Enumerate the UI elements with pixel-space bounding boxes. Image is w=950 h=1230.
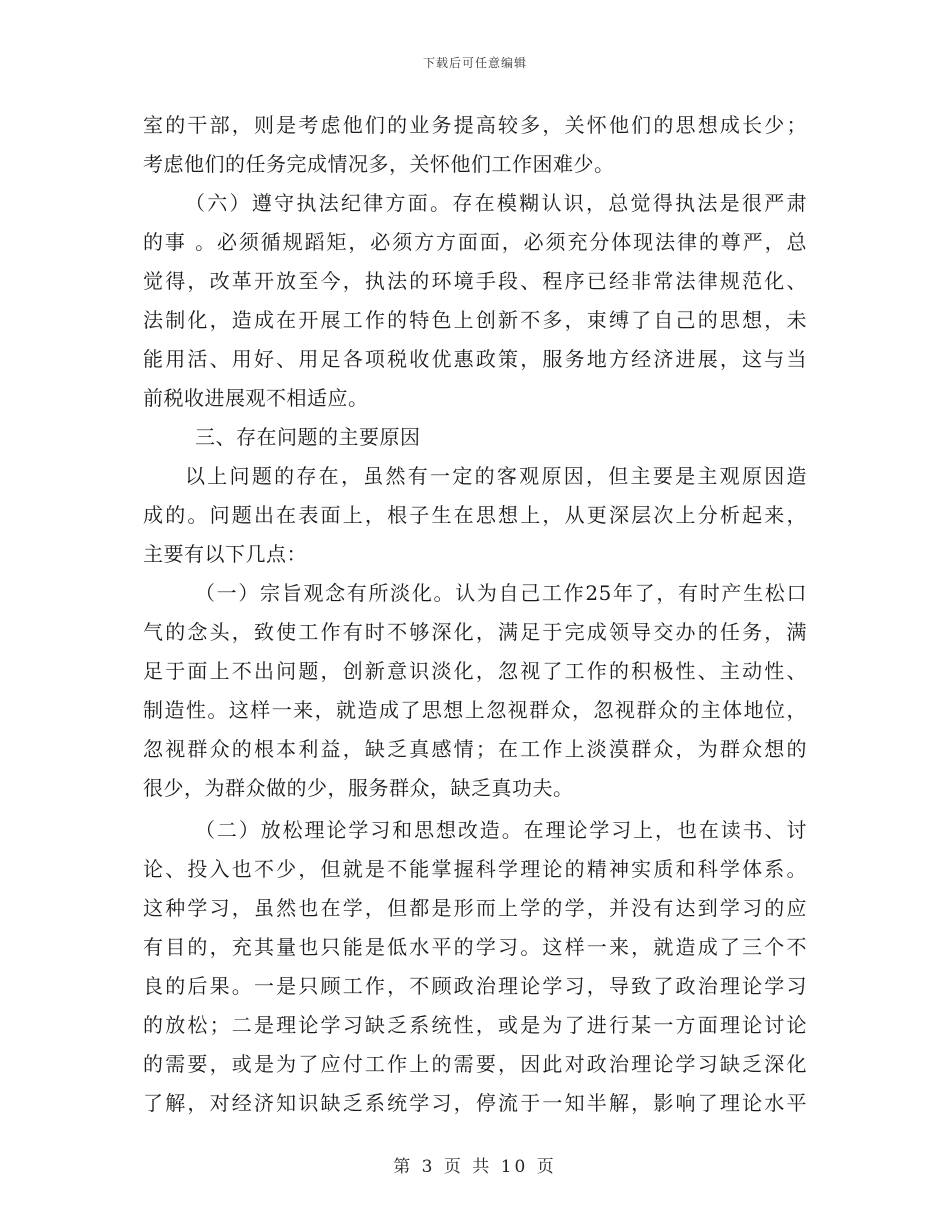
text-line: 前税收进展观不相适应。 [143, 386, 369, 410]
text-line: 的放松；二是理论学习缺乏系统性，或是为了进行某一方面理论讨论 [143, 1013, 807, 1037]
text-line: （一）宗旨观念有所淡化。认为自己工作25年了，有时产生松口 [195, 581, 807, 605]
text-line: 气的念头，致使工作有时不够深化，满足于完成领导交办的任务，满 [143, 620, 807, 644]
text-line: 论、投入也不少，但就是不能掌握科学理论的精神实质和科学体系。 [143, 857, 807, 881]
text-line: 以上问题的存在，虽然有一定的客观原因，但主要是主观原因造 [185, 464, 807, 488]
text-line: 觉得，改革开放至今，执法的环境手段、程序已经非常法律规范化、 [143, 269, 807, 293]
text-line: 考虑他们的任务完成情况多，关怀他们工作困难少。 [143, 152, 615, 176]
section-heading [143, 418, 807, 457]
text-line: 了解，对经济知识缺乏系统学习，停流于一知半解，影响了理论水平 [143, 1091, 807, 1115]
text-line: 这种学习，虽然也在学，但都是形而上学的学，并没有达到学习的应 [143, 896, 807, 920]
text-line: （六）遵守执法纪律方面。存在模糊认识，总觉得执法是很严肃 [185, 191, 807, 215]
text-line: 能用活、用好、用足各项税收优惠政策，服务地方经济进展，这与当 [143, 347, 807, 371]
text-line: 制造性。这样一来，就造成了思想上忽视群众，忽视群众的主体地位， [143, 698, 807, 722]
document-body [143, 106, 807, 1123]
paragraph [143, 574, 807, 808]
paragraph [143, 184, 807, 418]
text-line: 三、存在问题的主要原因 [195, 425, 421, 449]
text-line: （二）放松理论学习和思想改造。在理论学习上，也在读书、讨 [195, 818, 807, 842]
text-line: 成的。问题出在表面上，根子生在思想上，从更深层次上分析起来， [143, 503, 807, 527]
text-line: 有目的，充其量也只能是低水平的学习。这样一来，就造成了三个不 [143, 935, 807, 959]
text-line: 忽视群众的根本利益，缺乏真感情；在工作上淡漠群众，为群众想的 [143, 737, 807, 761]
paragraph [143, 811, 807, 1123]
text-line: 很少，为群众做的少，服务群众，缺乏真功夫。 [143, 776, 574, 800]
paragraph [143, 106, 807, 184]
paragraph [143, 457, 807, 574]
text-line: 主要有以下几点： [143, 542, 307, 566]
text-line: 良的后果。一是只顾工作，不顾政治理论学习，导致了政治理论学习 [143, 974, 807, 998]
text-line: 法制化，造成在开展工作的特色上创新不多，束缚了自己的思想，未 [143, 308, 807, 332]
text-line: 的事 。必须循规蹈矩，必须方方面面，必须充分体现法律的尊严，总 [143, 230, 807, 254]
text-line: 足于面上不出问题，创新意识淡化，忽视了工作的积极性、主动性、 [143, 659, 807, 683]
page-number: 第 3 页 共 10 页 [393, 1157, 557, 1177]
text-line: 室的干部，则是考虑他们的业务提高较多，关怀他们的思想成长少； [143, 113, 807, 137]
page-header: 下载后可任意编辑 [422, 56, 527, 70]
text-line: 的需要，或是为了应付工作上的需要，因此对政治理论学习缺乏深化 [143, 1052, 807, 1076]
